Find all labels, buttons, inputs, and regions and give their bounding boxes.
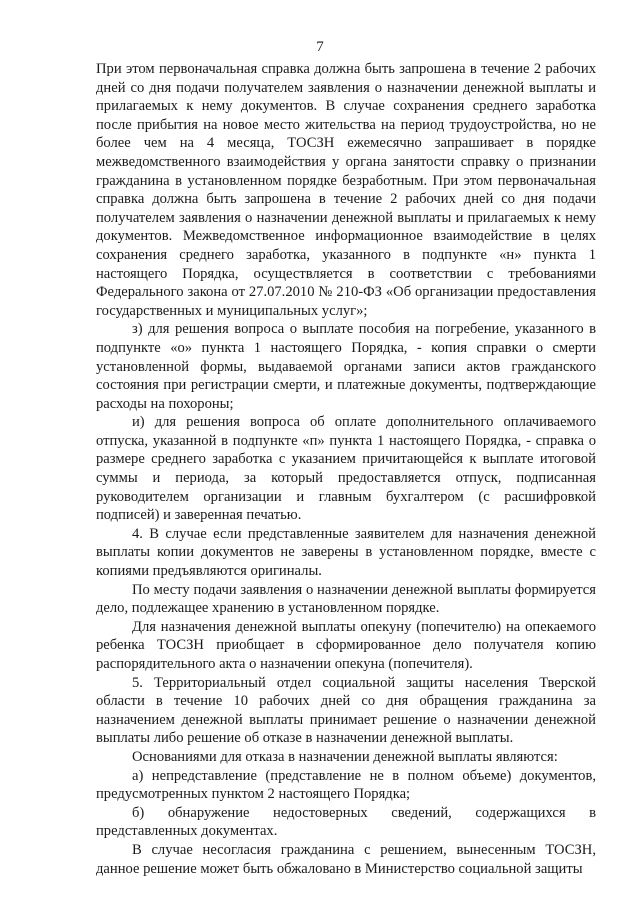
- paragraph-case-file: По месту подачи заявления о назначении денежной выплаты формируется дело, подлежащее хранению в установленном порядке.: [96, 581, 596, 617]
- paragraph-clause-5: 5. Территориальный отдел социальной защиты населения Тверской области в течение 10 рабочих дней со дня обращения гражданина за назначением денежной выплаты принимает решение о назначении денежной выплаты либо решение об отказе в назначении денежной выплаты.: [96, 674, 596, 747]
- page-number: 7: [316, 39, 324, 55]
- paragraph-item-a: а) непредставление (представление не в полном объеме) документов, предусмотренных пунктом 2 настоящего Порядка;: [96, 767, 596, 803]
- paragraph-guardian: Для назначения денежной выплаты опекуну (попечителю) на опекаемого ребенка ТОСЗН приобщает в сформированное дело получателя копию распорядительного акта о назначении опекуна (попечителя).: [96, 618, 596, 672]
- paragraph-refusal-grounds: Основаниями для отказа в назначении денежной выплаты являются:: [132, 748, 558, 765]
- paragraph-item-i: и) для решения вопроса об оплате дополнительного оплачиваемого отпуска, указанной в подпункте «п» пункта 1 настоящего Порядка, - справка о размере среднего заработка с указанием причитающейся к выплате итоговой суммы и периода, за который предоставляется отпуск, подписанная руководителем организации и главным бухгалтером (с расшифровкой подписей) и заверенная печатью.: [96, 414, 596, 524]
- paragraph-item-b: б) обнаружение недостоверных сведений, содержащихся в представленных документах.: [96, 804, 596, 840]
- paragraph-item-z: з) для решения вопроса о выплате пособия на погребение, указанного в подпункте «о» пункта 1 настоящего Порядка, - копия справки о смерти установленной формы, выдаваемой органами записи актов гражданского состояния при регистрации смерти, и платежные документы, подтверждающие расходы на похороны;: [96, 321, 596, 412]
- paragraph-continuation: При этом первоначальная справка должна быть запрошена в течение 2 рабочих дней со дня подачи получателем заявления о назначении денежной выплаты и прилагаемых к нему документов. В случае сохранения среднего заработка после прибытия на новое место жительства на период трудоустройства, но не более чем на 4 месяца, ТОСЗН ежемесячно запрашивает в порядке межведомственного взаимодействия у органа занятости справку о признании гражданина в установленном порядке безработным. При этом первоначальная справка должна быть запрошена в течение 2 рабочих дней со дня подачи получателем заявления о назначении денежной выплаты и прилагаемых к нему документов. Межведомственное информационное взаимодействие в целях сохранения среднего заработка, указанного в подпункте «н» пункта 1 настоящего Порядка, осуществляется в соответствии с требованиями Федерального закона от 27.07.2010 № 210-ФЗ «Об организации предоставления государственных и муниципальных услуг»;: [96, 61, 596, 319]
- document-body: [96, 60, 596, 878]
- paragraph-appeal: В случае несогласия гражданина с решением, вынесенным ТОСЗН, данное решение может быть обжаловано в Министерство социальной защиты: [96, 841, 596, 877]
- paragraph-clause-4: 4. В случае если представленные заявителем для назначения денежной выплаты копии документов не заверены в установленном порядке, вместе с копиями предъявляются оригиналы.: [96, 525, 596, 580]
